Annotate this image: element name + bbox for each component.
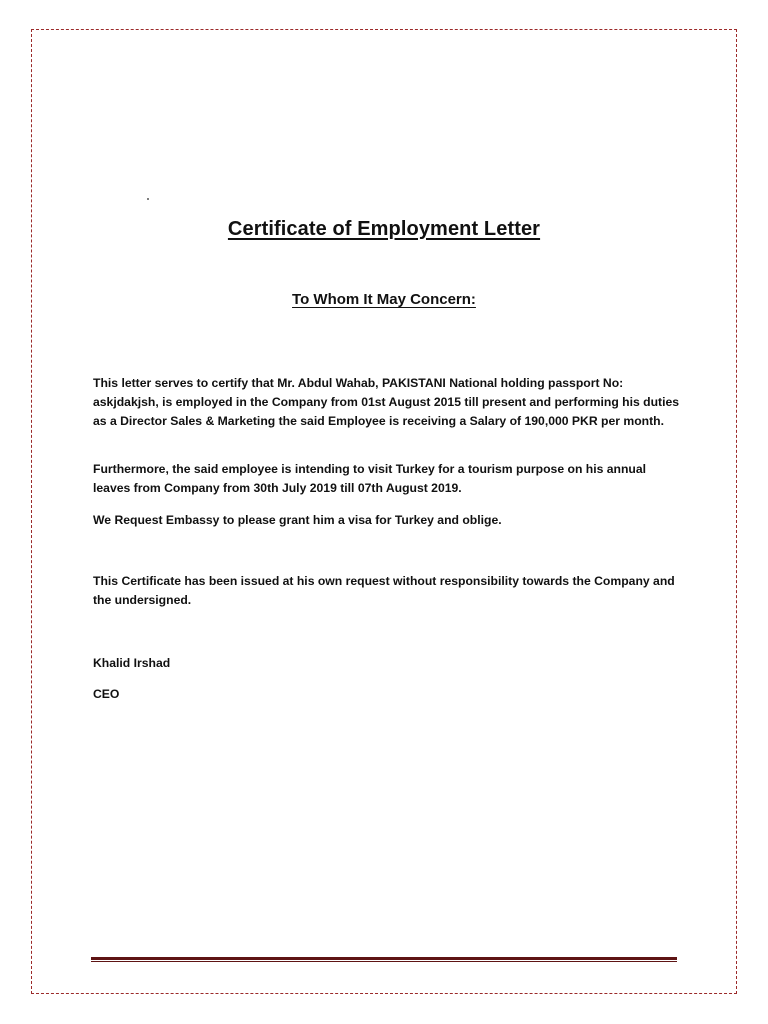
paragraph-disclaimer: This Certificate has been issued at his own request without responsibility towards the Company and the undersigned. — [93, 574, 675, 607]
salutation: To Whom It May Concern: — [292, 291, 476, 308]
paragraph-certification: This letter serves to certify that Mr. Abdul Wahab, PAKISTANI National holding passport No: askjdakjsh, is employed in the Company from 01st August 2015 till present and performing his duties as a Director Sales & Marketing the said Employee is receiving a Salary of 190,000 PKR per month. — [93, 376, 680, 428]
signatory-name: Khalid Irshad — [93, 656, 171, 670]
footer-rule — [91, 957, 677, 962]
stray-mark — [147, 198, 149, 200]
paragraph-travel: Furthermore, the said employee is intending to visit Turkey for a tourism purpose on his annual leaves from Company from 30th July 2019 till 07th August 2019. — [93, 462, 647, 495]
letter-title: Certificate of Employment Letter — [227, 218, 541, 240]
signatory-title: CEO — [93, 687, 120, 701]
paragraph-request: We Request Embassy to please grant him a visa for Turkey and oblige. — [93, 513, 502, 527]
